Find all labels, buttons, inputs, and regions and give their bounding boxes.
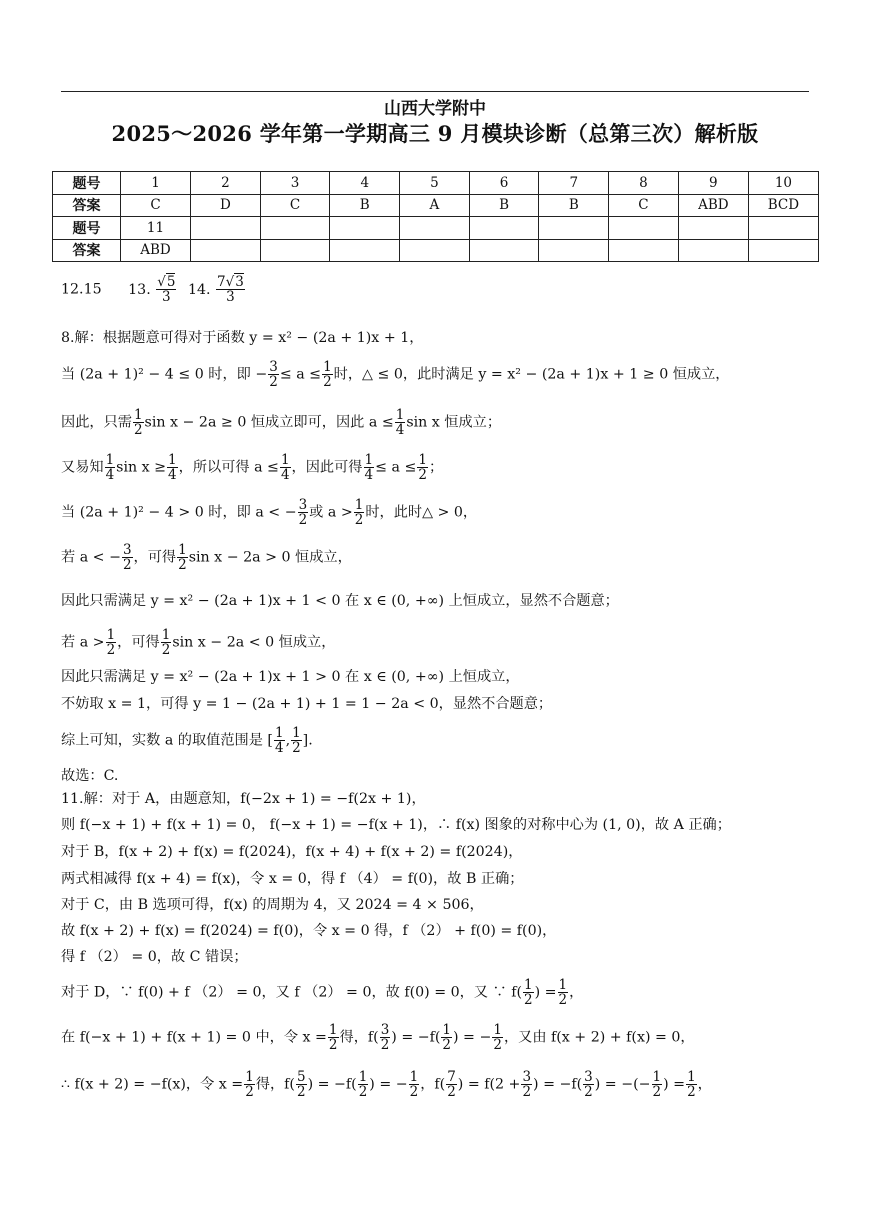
empty-cell [191, 239, 261, 262]
sol11-line5: 对于 C，由 B 选项可得，f(x) 的周期为 4，又 2024 = 4 × 506， [61, 897, 484, 913]
empty-cell [678, 217, 748, 240]
question-number: 3 [260, 172, 330, 195]
empty-cell [539, 217, 609, 240]
sol11-line10: ∴ f(x + 2) = −f(x)，令 x = $\frac{1}{2}$ 得，f( $\frac{5}{2}$ ) = −f( $\frac{1}{2}$ ) = − $\frac{1}{2}$ ，f( $\frac{7}{2}$ ) = f(2 + $\frac{3}{2}$ ) = −f( $\frac{3}{2}$ ) = −(− $\frac{1}{2}$ ) = $\frac{1}{2}$ ， [61, 1069, 712, 1101]
empty-cell [678, 239, 748, 262]
top-rule [61, 91, 809, 92]
sol11-line4: 两式相减得 f(x + 4) = f(x)，令 x = 0，得 f （4） = f(0)，故 B 正确； [61, 871, 524, 887]
sol8-line6: 若 a < − $\frac{3}{2}$ ，可得 $\frac{1}{2}$ sin x − 2a > 0 恒成立， [61, 542, 352, 574]
question-number: 1 [120, 172, 190, 195]
answer-12: 12.15 [61, 281, 102, 298]
sol11-line9: 在 f(−x + 1) + f(x + 1) = 0 中，令 x = $\frac{1}{2}$ 得，f( $\frac{3}{2}$ ) = −f( $\frac{1}{2}$ ) = − $\frac{1}{2}$ ，又由 f(x + 2) + f(x) = 0， [61, 1022, 695, 1054]
sol8-line2: 当 (2a + 1)² − 4 ≤ 0 时，即 − $\frac{3}{2}$ ≤ a ≤ $\frac{1}{2}$ 时，△ ≤ 0，此时满足 y = x² − (2a + 1)x + 1 ≥ 0 恒成立， [61, 359, 730, 391]
sol11-line7: 得 f （2） = 0，故 C 错误； [61, 949, 248, 965]
question-number: 7 [539, 172, 609, 195]
answer-cell: B [469, 194, 539, 217]
empty-cell [609, 239, 679, 262]
empty-cell [748, 239, 818, 262]
page-title: 2025～2026 学年第一学期高三 9 月模块诊断（总第三次）解析版 [111, 121, 759, 146]
question-number: 10 [748, 172, 818, 195]
answer-13-fraction: $\frac{√5}{3}$ [157, 274, 176, 306]
table-row [53, 194, 819, 217]
question-number: 8 [609, 172, 679, 195]
empty-cell [330, 217, 400, 240]
empty-cell [191, 217, 261, 240]
sol11-line1: 11.解：对于 A，由题意知，f(−2x + 1) = −f(2x + 1)， [61, 791, 426, 807]
sol11-line6: 故 f(x + 2) + f(x) = f(2024) = f(0)，令 x = 0 得，f （2） + f(0) = f(0)， [61, 923, 557, 939]
empty-cell [400, 239, 470, 262]
sol8-line4: 又易知 $\frac{1}{4}$ sin x ≥ $\frac{1}{4}$ ，所以可得 a ≤ $\frac{1}{4}$ ，因此可得 $\frac{1}{4}$ ≤ a ≤ $\frac{1}{2}$ ； [61, 452, 444, 484]
sol11-line8: 对于 D，∵ f(0) + f （2） = 0，又 f （2） = 0，故 f(0) = 0，又 ∵ f( $\frac{1}{2}$ ) = $\frac{1}{2}$ ， [61, 977, 584, 1009]
question-number: 5 [400, 172, 470, 195]
answer-cell: B [539, 194, 609, 217]
answer-cell: D [191, 194, 261, 217]
table-row [53, 172, 819, 195]
answer-cell: C [260, 194, 330, 217]
table-row [53, 239, 819, 262]
answer-table [52, 171, 819, 262]
sol8-line12: 故选：C. [61, 768, 119, 784]
question-number: 9 [678, 172, 748, 195]
answer-14-label: 14. [187, 281, 211, 298]
empty-cell [400, 217, 470, 240]
school-name: 山西大学附中 [384, 99, 486, 119]
question-number: 4 [330, 172, 400, 195]
answer-14-fraction: $\frac{7√3}{3}$ [217, 274, 244, 306]
sol8-line3: 因此，只需 $\frac{1}{2}$ sin x − 2a ≥ 0 恒成立即可，因此 a ≤ $\frac{1}{4}$ sin x 恒成立； [61, 407, 502, 439]
question-number: 11 [120, 217, 190, 240]
sol8-line10: 不妨取 x = 1，可得 y = 1 − (2a + 1) + 1 = 1 − 2a < 0，显然不合题意； [61, 696, 553, 712]
answer-cell: C [609, 194, 679, 217]
sol8-line9: 因此只需满足 y = x² − (2a + 1)x + 1 > 0 在 x ∈ (0, +∞) 上恒成立， [61, 669, 520, 685]
row-label: 题号 [53, 217, 121, 240]
empty-cell [260, 217, 330, 240]
answer-cell: ABD [678, 194, 748, 217]
answer-cell: A [400, 194, 470, 217]
sol8-line5: 当 (2a + 1)² − 4 > 0 时，即 a < − $\frac{3}{2}$ 或 a > $\frac{1}{2}$ 时，此时△ > 0， [61, 497, 478, 529]
sol8-line8: 若 a > $\frac{1}{2}$ ，可得 $\frac{1}{2}$ sin x − 2a < 0 恒成立， [61, 627, 336, 659]
row-label: 答案 [53, 194, 121, 217]
empty-cell [748, 217, 818, 240]
answer-cell: ABD [120, 239, 190, 262]
sol8-line1: 8.解：根据题意可得对于函数 y = x² − (2a + 1)x + 1， [61, 330, 424, 346]
sol11-line2: 则 f(−x + 1) + f(x + 1) = 0， f(−x + 1) = −f(x + 1)，∴ f(x) 图象的对称中心为 (1, 0)，故 A 正确； [61, 817, 731, 833]
answer-cell: C [120, 194, 190, 217]
answer-13-label: 13. [128, 281, 151, 298]
empty-cell [260, 239, 330, 262]
row-label: 答案 [53, 239, 121, 262]
question-number: 2 [191, 172, 261, 195]
fill-in-answers [61, 275, 246, 304]
empty-cell [469, 239, 539, 262]
sol11-line3: 对于 B，f(x + 2) + f(x) = f(2024)，f(x + 4) + f(x + 2) = f(2024)， [61, 844, 523, 860]
sol8-line11: 综上可知，实数 a 的取值范围是 [ $\frac{1}{4}$ , $\frac{1}{2}$ ]. [61, 725, 313, 757]
answer-cell: BCD [748, 194, 818, 217]
table-row [53, 217, 819, 240]
question-number: 6 [469, 172, 539, 195]
sol8-line7: 因此只需满足 y = x² − (2a + 1)x + 1 < 0 在 x ∈ (0, +∞) 上恒成立，显然不合题意； [61, 593, 619, 609]
empty-cell [330, 239, 400, 262]
empty-cell [469, 217, 539, 240]
row-label: 题号 [53, 172, 121, 195]
empty-cell [609, 217, 679, 240]
empty-cell [539, 239, 609, 262]
answer-cell: B [330, 194, 400, 217]
